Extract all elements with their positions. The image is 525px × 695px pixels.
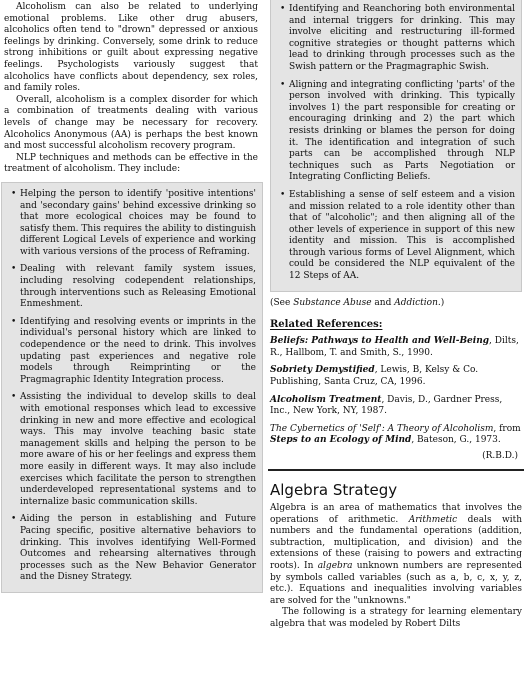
algebra-text: deals with numbers and the fundamental operations (addition, subtraction, multiplication, and division) and the extensions of these (raising to powers and extracting roots). In	[270, 514, 522, 571]
intro-paragraph-3: NLP techniques and methods can be effective in the treatment of alcoholism. They include:	[4, 152, 258, 175]
reference-3	[270, 395, 522, 418]
list-item: • Assisting the individual to develop skills to deal with emotional responses which lead to excessive drinking in new and more effective and ecological ways. This may involve teaching basic state management skills and helping the person to be more aware of his or her feelings and express them more easily in different ways. It may also include exercises which facilitate the person to strengthen underdeveloped representational systems and to internalize basic communication skills.	[8, 392, 256, 508]
nlp-techniques-list	[8, 189, 256, 584]
see-prefix: (See	[270, 297, 294, 308]
intro-paragraph-2: Overall, alcoholism is a complex disorder for which a combination of treatments dealing with various levels of change may be necessary for recovery. Alcoholics Anonymous (AA) is perhaps the best known and most successful alcoholism recovery program.	[4, 94, 258, 152]
section-divider	[268, 469, 524, 471]
reference-details: , Lewis, B, Kelsy & Co. Publishing, Santa Cruz, CA, 1996.	[270, 365, 479, 388]
related-references-heading: Related References:	[270, 319, 383, 331]
algebra-text: Algebra is an area of mathematics that involves the operations of arithmetic.	[270, 503, 522, 525]
right-column	[270, 0, 522, 631]
reference-4	[270, 424, 522, 447]
list-item: • Establishing a sense of self esteem and a vision and mission related to a role identity other than that of "alcoholic"; and then aligning all of the other levels of experience in support of this new identity and mission. This is accomplished through various forms of Level Alignment, which could be considered the NLP equivalent of the 12 Steps of AA.	[277, 190, 515, 283]
algebra-strategy-heading: Algebra Strategy	[270, 481, 398, 499]
nlp-techniques-box-continued	[270, 0, 522, 292]
see-also-note	[270, 298, 522, 310]
list-item: • Helping the person to identify 'positive intentions' and 'secondary gains' behind excessive drinking so that more ecological choices may be found to satisfy them. This requires the ability to distinguish different Logical Levels of experience and working with various versions of the process of Reframing.	[8, 189, 256, 259]
reference-1	[270, 336, 522, 359]
reference-details: , Davis, D., Gardner Press, Inc., New York, NY, 1987.	[270, 394, 503, 417]
list-item: • Dealing with relevant family system issues, including resolving codependent relationships, through interventions such as Releasing Emotional Enmeshment.	[8, 264, 256, 310]
list-item: • Identifying and resolving events or imprints in the individual's personal history which are linked to codependence or the need to drink. This involves updating past experiences and negative role models through Reimprinting or the Pragmagraphic Identity Integration process.	[8, 317, 256, 387]
intro-paragraph-1: Alcoholism can also be related to underlying emotional problems. Like other drug abusers, alcoholics often tend to "drown" depressed or anxious feelings by drinking. Conversely, some drink to reduce strong inhibitions or guilt about expressing negative feelings. Psychologists variously suggest that alcoholics have conflicts about dependency, sex roles, and family roles.	[4, 2, 258, 94]
nlp-techniques-list-continued	[277, 4, 515, 283]
see-suffix: .)	[437, 297, 445, 308]
author-signature: (R.B.D.)	[482, 451, 518, 461]
see-link-addiction[interactable]: Addiction	[394, 297, 438, 308]
reference-title: Alcoholism Treatment	[270, 394, 382, 405]
arithmetic-term: Arithmetic	[408, 514, 458, 525]
reference-details: , Dilts, R., Hallbom, T. and Smith, S., 1990.	[270, 336, 519, 358]
reference-title: Sobriety Demystified	[270, 365, 375, 376]
algebra-text: unknown numbers are represented by symbols called variables (such as a, b, c, x, y, z, etc.). Equations and inequalities involving variables are solved for the "unknowns."	[270, 560, 522, 606]
algebra-term: algebra	[317, 560, 353, 571]
reference-title: Beliefs: Pathways to Health and Well-Being	[270, 336, 490, 347]
reference-title: The Cybernetics of 'Self': A Theory of Alcoholism	[270, 423, 494, 434]
see-link-substance-abuse[interactable]: Substance Abuse	[293, 297, 372, 308]
reference-details: , Bateson, G., 1973.	[411, 435, 501, 446]
reference-book-title: Steps to an Ecology of Mind	[270, 435, 412, 446]
nlp-techniques-box	[1, 182, 263, 593]
left-column	[4, 2, 258, 593]
reference-2	[270, 365, 522, 388]
list-item: • Identifying and Reanchoring both environmental and internal triggers for drinking. This may involve eliciting and restructuring ill-formed cognitive strategies or thought patterns which lead to drinking through processes such as the Swish pattern or the Pragmagraphic Swish.	[277, 4, 515, 74]
list-item: • Aiding the person in establishing and Future Pacing specific, positive alternative behaviors to drinking. This involves identifying Well-Formed Outcomes and rehearsing alternatives through processes such as the New Behavior Generator and the Disney Strategy.	[8, 514, 256, 584]
reference-from: , from	[493, 423, 521, 434]
list-item: • Aligning and integrating conflicting 'parts' of the person involved with drinking. This typically involves 1) the part responsible for creating or encouraging drinking and 2) the part which resists drinking or blames the person for doing it. The identification and integration of such parts can be accomplished through NLP techniques such as Parts Negotiation or Integrating Conflicting Beliefs.	[277, 80, 515, 184]
see-and: and	[371, 297, 395, 308]
algebra-paragraph-1	[270, 503, 522, 607]
algebra-paragraph-2: The following is a strategy for learning elementary algebra that was modeled by Robert Dilts	[270, 607, 522, 629]
